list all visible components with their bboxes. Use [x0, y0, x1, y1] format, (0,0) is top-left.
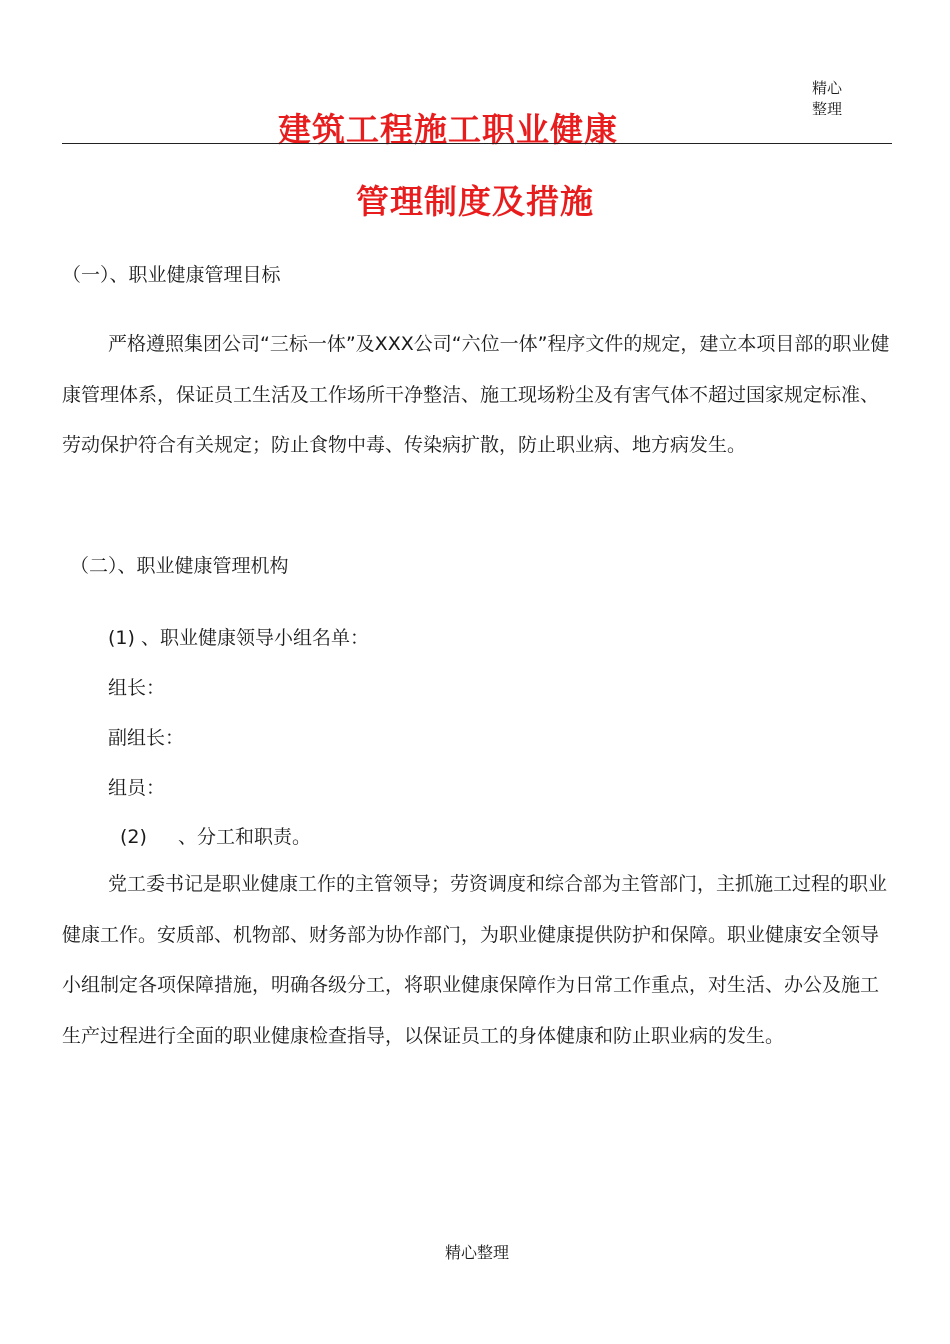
- footer-text: 精心整理: [444, 1243, 509, 1262]
- header-rule: [62, 143, 892, 144]
- item2-number: (2): [120, 826, 147, 848]
- section2-paragraph: [62, 859, 894, 1061]
- section2-paragraph-text: 党工委书记是职业健康工作的主管领导；劳资调度和综合部为主管部门，主抓施工过程的职业健康工作。安质部、机物部、财务部为协作部门，为职业健康提供防护和保障。职业健康安全领导小组制定各项保障措施，明确各级分工，将职业健康保障作为日常工作重点，对生活、办公及施工生产过程进行全面的职业健康检查指导，以保证员工的身体健康和防止职业病的发生。: [62, 873, 888, 1047]
- members-label: 组员：: [108, 777, 166, 799]
- section1-paragraph: [62, 319, 894, 471]
- header-note: 精心整理: [812, 79, 843, 118]
- deputy-label: 副组长：: [108, 727, 185, 749]
- section2-heading: （二）、职业健康管理机构: [70, 555, 289, 577]
- page-footer: [0, 1240, 950, 1263]
- title-line1-text: 建筑工程施工职业健康: [278, 110, 618, 149]
- item1-label: (1) 、职业健康领导小组名单：: [108, 627, 369, 649]
- leader-label: 组长：: [108, 677, 166, 699]
- section1-heading: （一）、职业健康管理目标: [62, 264, 281, 286]
- document-title-line2: 管理制度及措施: [356, 182, 594, 221]
- section1-paragraph-text: 严格遵照集团公司“三标一体”及XXX公司“六位一体”程序文件的规定，建立本项目部的职业健康管理体系，保证员工生活及工作场所干净整洁、施工现场粉尘及有害气体不超过国家规定标准、劳动保护符合有关规定；防止食物中毒、传染病扩散，防止职业病、地方病发生。: [62, 333, 890, 456]
- item2-label: 、分工和职责。: [178, 826, 312, 848]
